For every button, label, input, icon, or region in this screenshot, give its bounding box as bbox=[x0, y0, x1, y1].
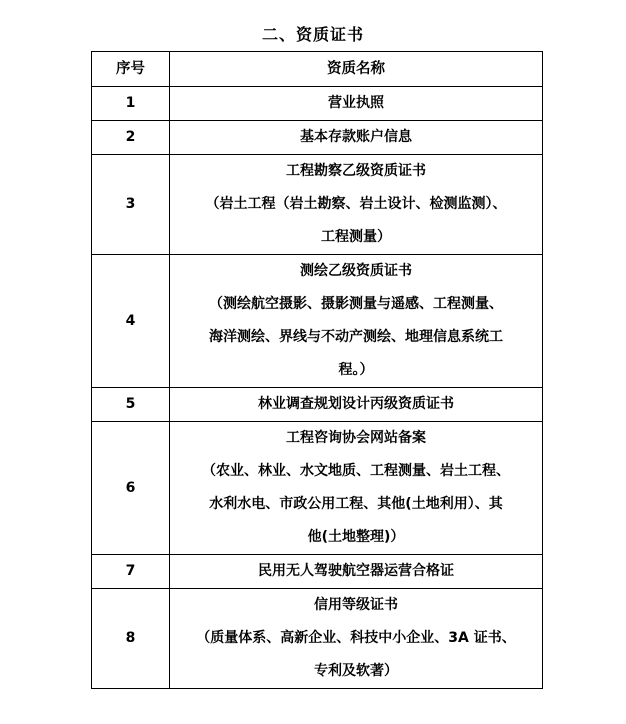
header-qualification-name: 资质名称 bbox=[170, 52, 543, 87]
qualification-scope-line: （测绘航空摄影、摄影测量与遥感、工程测量、 bbox=[209, 296, 503, 312]
qualification-title: 信用等级证书 bbox=[314, 597, 398, 613]
row-serial-number: 8 bbox=[92, 589, 170, 689]
row-qualification-name bbox=[170, 87, 543, 121]
qualification-title: 测绘乙级资质证书 bbox=[300, 263, 412, 279]
table-row bbox=[92, 388, 543, 422]
row-serial-number: 5 bbox=[92, 388, 170, 422]
qualification-table bbox=[91, 51, 543, 689]
document-title: 二、资质证书 bbox=[261, 25, 364, 44]
table-row bbox=[92, 87, 543, 121]
qualification-scope-line: 工程测量） bbox=[321, 229, 391, 245]
table-row bbox=[92, 555, 543, 589]
row-qualification-name bbox=[170, 422, 543, 555]
qualification-scope-line: 水利水电、市政公用工程、其他(土地利用）、其 bbox=[209, 496, 503, 512]
header-serial-number: 序号 bbox=[92, 52, 170, 87]
row-serial-number: 3 bbox=[92, 155, 170, 255]
qualification-scope-line: 专利及软著） bbox=[314, 663, 398, 679]
row-qualification-name bbox=[170, 388, 543, 422]
qualification-title: 工程勘察乙级资质证书 bbox=[286, 163, 426, 179]
table-row bbox=[92, 589, 543, 689]
row-serial-number: 7 bbox=[92, 555, 170, 589]
table-row bbox=[92, 255, 543, 388]
qualification-scope-line: （农业、林业、水文地质、工程测量、岩土工程、 bbox=[202, 463, 510, 479]
table-header-row bbox=[92, 52, 543, 87]
qualification-title: 营业执照 bbox=[328, 95, 384, 111]
row-serial-number: 2 bbox=[92, 121, 170, 155]
qualification-title: 民用无人驾驶航空器运营合格证 bbox=[258, 563, 454, 579]
row-serial-number: 6 bbox=[92, 422, 170, 555]
qualification-scope-line: （岩土工程（岩土勘察、岩土设计、检测监测）、 bbox=[205, 196, 507, 212]
row-serial-number: 1 bbox=[92, 87, 170, 121]
row-serial-number: 4 bbox=[92, 255, 170, 388]
row-qualification-name bbox=[170, 589, 543, 689]
table-row bbox=[92, 422, 543, 555]
qualification-scope-line: （质量体系、高新企业、科技中小企业、3A 证书、 bbox=[196, 630, 516, 646]
table-body bbox=[92, 87, 543, 689]
qualification-scope-line: 他(土地整理)） bbox=[307, 529, 405, 545]
qualification-title: 林业调查规划设计丙级资质证书 bbox=[258, 396, 454, 412]
table-row bbox=[92, 155, 543, 255]
row-qualification-name bbox=[170, 121, 543, 155]
row-qualification-name bbox=[170, 555, 543, 589]
row-qualification-name bbox=[170, 255, 543, 388]
table-row bbox=[92, 121, 543, 155]
qualification-scope-line: 程。） bbox=[338, 362, 374, 378]
qualification-title: 工程咨询协会网站备案 bbox=[286, 430, 426, 446]
qualification-title: 基本存款账户信息 bbox=[300, 129, 412, 145]
row-qualification-name bbox=[170, 155, 543, 255]
qualification-scope-line: 海洋测绘、界线与不动产测绘、地理信息系统工 bbox=[209, 329, 503, 345]
